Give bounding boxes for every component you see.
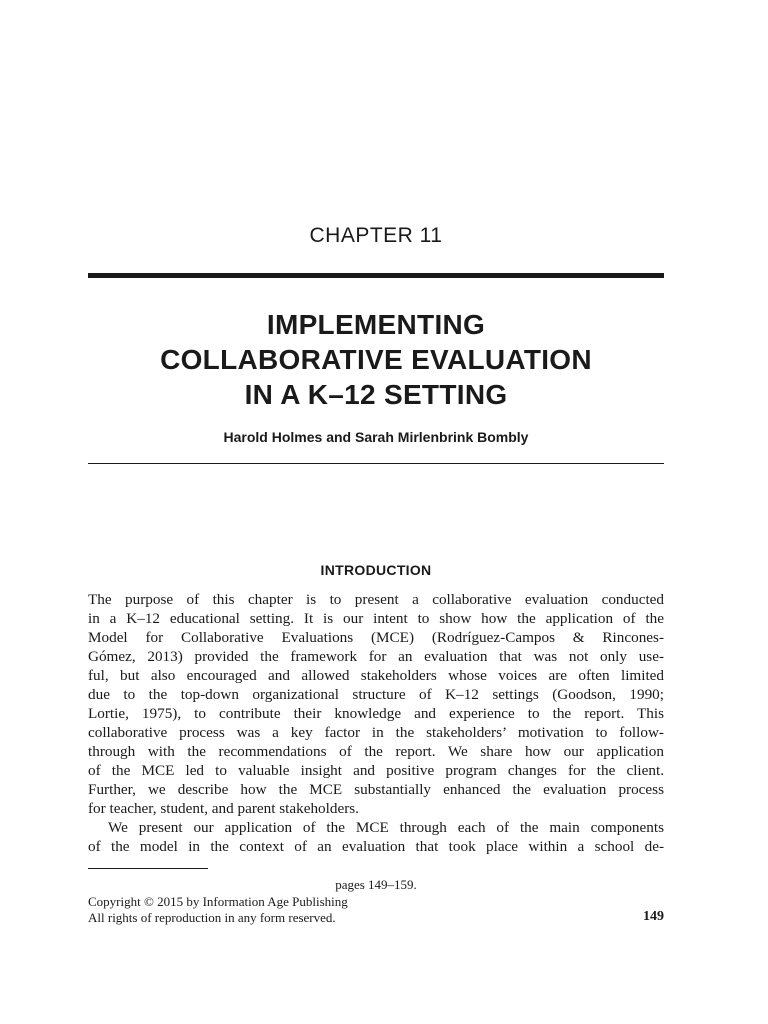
body-line: We present our application of the MCE through each of the main components [108,819,664,836]
chapter-title-line: COLLABORATIVE EVALUATION [160,344,592,375]
body-line: through with the recommendations of the report. We share how our application [88,743,664,760]
body-line: of the model in the context of an evaluation that took place within a school de- [88,838,664,855]
section-heading: INTRODUCTION [320,562,432,578]
body-line: Further, we describe how the MCE substantially enhanced the evaluation process [88,781,664,798]
title-rule-thick [88,273,664,278]
body-line: for teacher, student, and parent stakeholders. [88,800,359,817]
body-line: The purpose of this chapter is to present a collaborative evaluation conducted [88,591,664,608]
page-range: pages 149–159. [335,877,417,892]
page-number: 149 [643,909,664,924]
footnote-rule [88,868,208,869]
body-text [88,590,664,856]
title-rule-thin [88,463,664,464]
rights-notice: All rights of reproduction in any form reserved. [88,910,336,925]
chapter-title-line: IN A K–12 SETTING [244,379,508,410]
body-line: in a K–12 educational setting. It is our intent to show how the application of the [88,610,664,627]
body-line: due to the top-down organizational structure of K–12 settings (Goodson, 1990; [88,686,664,703]
body-line: Lortie, 1975), to contribute their knowledge and experience to the report. This [88,705,664,722]
body-line: ful, but also encouraged and allowed stakeholders whose voices are often limited [88,667,664,684]
copyright-notice: Copyright © 2015 by Information Age Publishing [88,894,348,909]
authors: Harold Holmes and Sarah Mirlenbrink Bombly [223,429,529,445]
body-line: collaborative process was a key factor in the stakeholders’ motivation to follow- [88,724,664,741]
chapter-label: CHAPTER 11 [309,224,443,247]
body-line: of the MCE led to valuable insight and positive program changes for the client. [88,762,664,779]
chapter-title [88,307,664,412]
chapter-title-line: IMPLEMENTING [266,309,486,340]
body-line: Gómez, 2013) provided the framework for an evaluation that was not only use- [88,648,664,665]
body-line: Model for Collaborative Evaluations (MCE) (Rodríguez-Campos & Rincones- [88,629,664,646]
